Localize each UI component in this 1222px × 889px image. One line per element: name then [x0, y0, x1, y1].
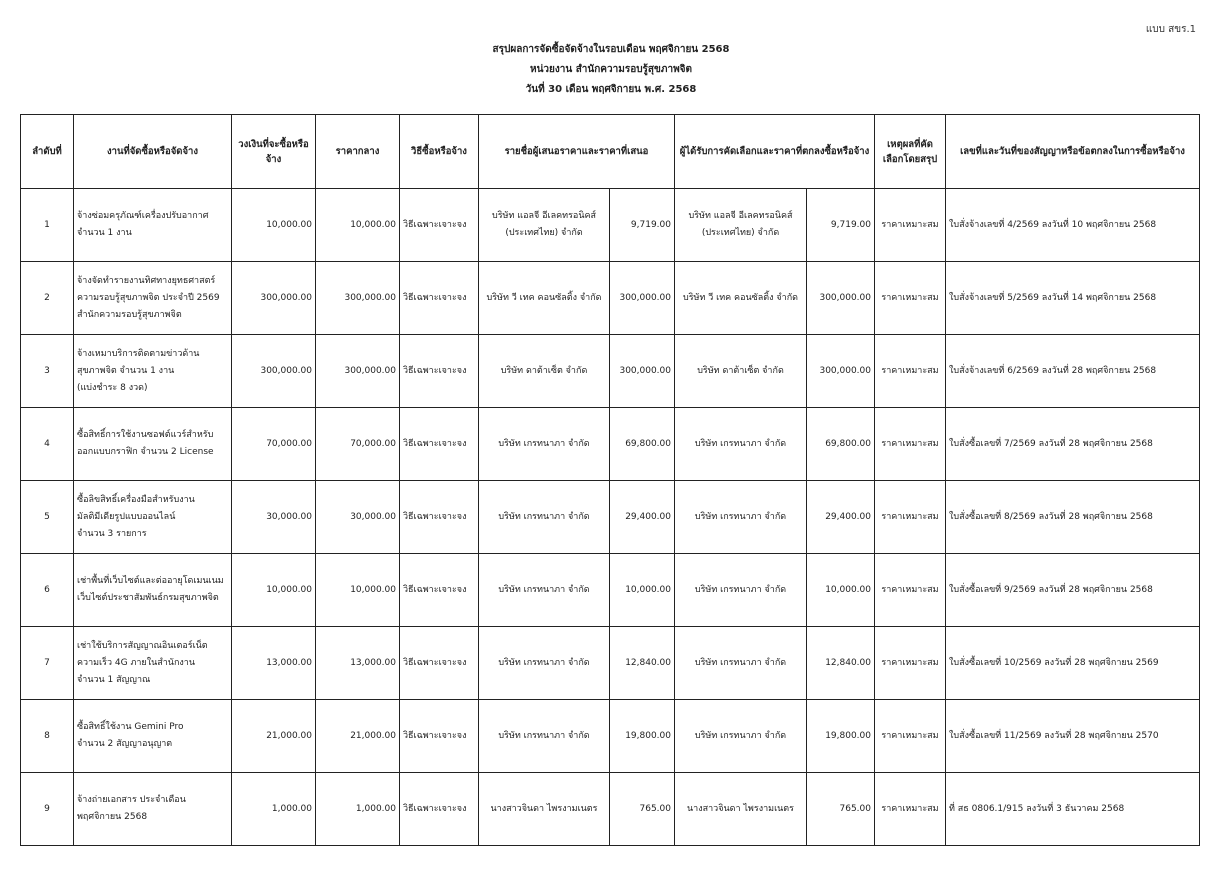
- col-header-contract: เลขที่และวันที่ของสัญญาหรือข้อตกลงในการซื้อหรือจ้าง: [946, 115, 1200, 189]
- cell-item: ซื้อลิขสิทธิ์เครื่องมือสำหรับงาน มัลติมีเดียรูปแบบออนไลน์ จำนวน 3 รายการ: [74, 481, 232, 554]
- table-row: [21, 627, 1200, 700]
- cell-method: วิธีเฉพาะเจาะจง: [400, 481, 479, 554]
- cell-contract: ใบสั่งซื้อเลขที่ 8/2569 ลงวันที่ 28 พฤศจิกายน 2568: [946, 481, 1200, 554]
- table-header-row: [21, 115, 1200, 189]
- cell-bid-price: 300,000.00: [610, 335, 675, 408]
- cell-contract: ใบสั่งซื้อเลขที่ 10/2569 ลงวันที่ 28 พฤศจิกายน 2569: [946, 627, 1200, 700]
- report-title: สรุปผลการจัดซื้อจัดจ้างในรอบเดือน พฤศจิกายน 2568: [492, 44, 730, 55]
- cell-bid-price: 10,000.00: [610, 554, 675, 627]
- cell-method: วิธีเฉพาะเจาะจง: [400, 700, 479, 773]
- cell-bid-price: 765.00: [610, 773, 675, 846]
- cell-item: จ้างถ่ายเอกสาร ประจำเดือน พฤศจิกายน 2568: [74, 773, 232, 846]
- cell-bidder: บริษัท เกรทนาภา จำกัด: [479, 627, 610, 700]
- cell-winner: บริษัท เกรทนาภา จำกัด: [675, 481, 807, 554]
- cell-winner: บริษัท แอลจี อีเลคทรอนิคส์ (ประเทศไทย) จำกัด: [675, 189, 807, 262]
- cell-median: 300,000.00: [316, 262, 400, 335]
- cell-bid-price: 29,400.00: [610, 481, 675, 554]
- table-row: [21, 335, 1200, 408]
- cell-item: ซื้อสิทธิ์การใช้งานซอฟต์แวร์สำหรับ ออกแบบกราฟิก จำนวน 2 License: [74, 408, 232, 481]
- form-code: แบบ สขร.1: [1145, 24, 1196, 35]
- cell-bidder: บริษัท แอลจี อีเลคทรอนิคส์ (ประเทศไทย) จำกัด: [479, 189, 610, 262]
- table-row: [21, 189, 1200, 262]
- cell-budget: 30,000.00: [232, 481, 316, 554]
- cell-bid-price: 12,840.00: [610, 627, 675, 700]
- cell-reason: ราคาเหมาะสม: [875, 773, 946, 846]
- cell-reason: ราคาเหมาะสม: [875, 554, 946, 627]
- cell-item: เช่าพื้นที่เว็บไซต์และต่ออายุโดเมนเนม เว็บไซต์ประชาสัมพันธ์กรมสุขภาพจิต: [74, 554, 232, 627]
- cell-no: 5: [21, 481, 74, 554]
- cell-no: 1: [21, 189, 74, 262]
- cell-contract: ใบสั่งจ้างเลขที่ 6/2569 ลงวันที่ 28 พฤศจิกายน 2568: [946, 335, 1200, 408]
- cell-method: วิธีเฉพาะเจาะจง: [400, 554, 479, 627]
- cell-median: 70,000.00: [316, 408, 400, 481]
- cell-win-price: 300,000.00: [807, 262, 875, 335]
- cell-budget: 13,000.00: [232, 627, 316, 700]
- cell-method: วิธีเฉพาะเจาะจง: [400, 627, 479, 700]
- cell-item: จ้างซ่อมครุภัณฑ์เครื่องปรับอากาศ จำนวน 1 งาน: [74, 189, 232, 262]
- cell-winner: บริษัท วี เทค คอนซัลติ้ง จำกัด: [675, 262, 807, 335]
- cell-bidder: บริษัท วี เทค คอนซัลติ้ง จำกัด: [479, 262, 610, 335]
- cell-bidder: บริษัท เกรทนาภา จำกัด: [479, 700, 610, 773]
- cell-winner: บริษัท เกรทนาภา จำกัด: [675, 408, 807, 481]
- cell-budget: 300,000.00: [232, 262, 316, 335]
- cell-median: 21,000.00: [316, 700, 400, 773]
- cell-budget: 300,000.00: [232, 335, 316, 408]
- cell-bid-price: 69,800.00: [610, 408, 675, 481]
- cell-reason: ราคาเหมาะสม: [875, 335, 946, 408]
- cell-winner: บริษัท ดาต้าเซ็ต จำกัด: [675, 335, 807, 408]
- cell-budget: 10,000.00: [232, 554, 316, 627]
- col-header-median: ราคากลาง: [316, 115, 400, 189]
- cell-contract: ใบสั่งซื้อเลขที่ 9/2569 ลงวันที่ 28 พฤศจิกายน 2568: [946, 554, 1200, 627]
- cell-reason: ราคาเหมาะสม: [875, 700, 946, 773]
- cell-contract: ที่ สธ 0806.1/915 ลงวันที่ 3 ธันวาคม 2568: [946, 773, 1200, 846]
- table-row: [21, 554, 1200, 627]
- cell-contract: ใบสั่งจ้างเลขที่ 4/2569 ลงวันที่ 10 พฤศจิกายน 2568: [946, 189, 1200, 262]
- cell-win-price: 10,000.00: [807, 554, 875, 627]
- cell-bid-price: 19,800.00: [610, 700, 675, 773]
- cell-budget: 70,000.00: [232, 408, 316, 481]
- cell-contract: ใบสั่งจ้างเลขที่ 5/2569 ลงวันที่ 14 พฤศจิกายน 2568: [946, 262, 1200, 335]
- cell-win-price: 19,800.00: [807, 700, 875, 773]
- cell-median: 30,000.00: [316, 481, 400, 554]
- cell-item: ซื้อสิทธิ์ใช้งาน Gemini Pro จำนวน 2 สัญญาอนุญาต: [74, 700, 232, 773]
- col-header-no: ลำดับที่: [21, 115, 74, 189]
- cell-win-price: 69,800.00: [807, 408, 875, 481]
- cell-bidder: บริษัท เกรทนาภา จำกัด: [479, 408, 610, 481]
- cell-reason: ราคาเหมาะสม: [875, 189, 946, 262]
- col-header-reason: เหตุผลที่คัดเลือกโดยสรุป: [875, 115, 946, 189]
- table-row: [21, 408, 1200, 481]
- cell-method: วิธีเฉพาะเจาะจง: [400, 335, 479, 408]
- cell-bidder: บริษัท เกรทนาภา จำกัด: [479, 554, 610, 627]
- cell-win-price: 765.00: [807, 773, 875, 846]
- cell-median: 300,000.00: [316, 335, 400, 408]
- cell-winner: บริษัท เกรทนาภา จำกัด: [675, 627, 807, 700]
- col-header-item: งานที่จัดซื้อหรือจัดจ้าง: [74, 115, 232, 189]
- table-row: [21, 262, 1200, 335]
- cell-no: 3: [21, 335, 74, 408]
- cell-reason: ราคาเหมาะสม: [875, 408, 946, 481]
- cell-reason: ราคาเหมาะสม: [875, 481, 946, 554]
- cell-median: 10,000.00: [316, 189, 400, 262]
- cell-winner: นางสาวจินดา ไพรงามเนตร: [675, 773, 807, 846]
- cell-no: 9: [21, 773, 74, 846]
- cell-win-price: 300,000.00: [807, 335, 875, 408]
- cell-bid-price: 300,000.00: [610, 262, 675, 335]
- cell-median: 1,000.00: [316, 773, 400, 846]
- cell-item: เช่าใช้บริการสัญญาณอินเตอร์เน็ต ความเร็ว 4G ภายในสำนักงาน จำนวน 1 สัญญาณ: [74, 627, 232, 700]
- cell-budget: 21,000.00: [232, 700, 316, 773]
- cell-item: จ้างเหมาบริการติดตามข่าวด้าน สุขภาพจิต จำนวน 1 งาน (แบ่งชำระ 8 งวด): [74, 335, 232, 408]
- cell-bidder: บริษัท ดาต้าเซ็ต จำกัด: [479, 335, 610, 408]
- cell-no: 6: [21, 554, 74, 627]
- cell-win-price: 9,719.00: [807, 189, 875, 262]
- cell-win-price: 12,840.00: [807, 627, 875, 700]
- cell-budget: 10,000.00: [232, 189, 316, 262]
- cell-reason: ราคาเหมาะสม: [875, 262, 946, 335]
- table-row: [21, 700, 1200, 773]
- cell-reason: ราคาเหมาะสม: [875, 627, 946, 700]
- cell-winner: บริษัท เกรทนาภา จำกัด: [675, 700, 807, 773]
- col-header-budget: วงเงินที่จะซื้อหรือจ้าง: [232, 115, 316, 189]
- cell-win-price: 29,400.00: [807, 481, 875, 554]
- cell-median: 13,000.00: [316, 627, 400, 700]
- table-row: [21, 481, 1200, 554]
- cell-method: วิธีเฉพาะเจาะจง: [400, 773, 479, 846]
- cell-no: 2: [21, 262, 74, 335]
- cell-contract: ใบสั่งซื้อเลขที่ 7/2569 ลงวันที่ 28 พฤศจิกายน 2568: [946, 408, 1200, 481]
- cell-bidder: บริษัท เกรทนาภา จำกัด: [479, 481, 610, 554]
- cell-method: วิธีเฉพาะเจาะจง: [400, 189, 479, 262]
- cell-no: 4: [21, 408, 74, 481]
- date-line: วันที่ 30 เดือน พฤศจิกายน พ.ศ. 2568: [525, 84, 697, 95]
- cell-no: 8: [21, 700, 74, 773]
- agency-line: หน่วยงาน สำนักความรอบรู้สุขภาพจิต: [529, 64, 693, 75]
- cell-item: จ้างจัดทำรายงานทิศทางยุทธศาสตร์ ความรอบรู้สุขภาพจิต ประจำปี 2569 สำนักความรอบรู้สุขภาพจิต: [74, 262, 232, 335]
- cell-bid-price: 9,719.00: [610, 189, 675, 262]
- cell-contract: ใบสั่งซื้อเลขที่ 11/2569 ลงวันที่ 28 พฤศจิกายน 2570: [946, 700, 1200, 773]
- cell-method: วิธีเฉพาะเจาะจง: [400, 262, 479, 335]
- col-header-method: วิธีซื้อหรือจ้าง: [400, 115, 479, 189]
- col-header-bidders: รายชื่อผู้เสนอราคาและราคาที่เสนอ: [479, 115, 675, 189]
- cell-median: 10,000.00: [316, 554, 400, 627]
- cell-budget: 1,000.00: [232, 773, 316, 846]
- cell-method: วิธีเฉพาะเจาะจง: [400, 408, 479, 481]
- procurement-table: [20, 114, 1200, 846]
- table-row: [21, 773, 1200, 846]
- cell-winner: บริษัท เกรทนาภา จำกัด: [675, 554, 807, 627]
- cell-bidder: นางสาวจินดา ไพรงามเนตร: [479, 773, 610, 846]
- col-header-winner: ผู้ได้รับการคัดเลือกและราคาที่ตกลงซื้อหรือจ้าง: [675, 115, 875, 189]
- cell-no: 7: [21, 627, 74, 700]
